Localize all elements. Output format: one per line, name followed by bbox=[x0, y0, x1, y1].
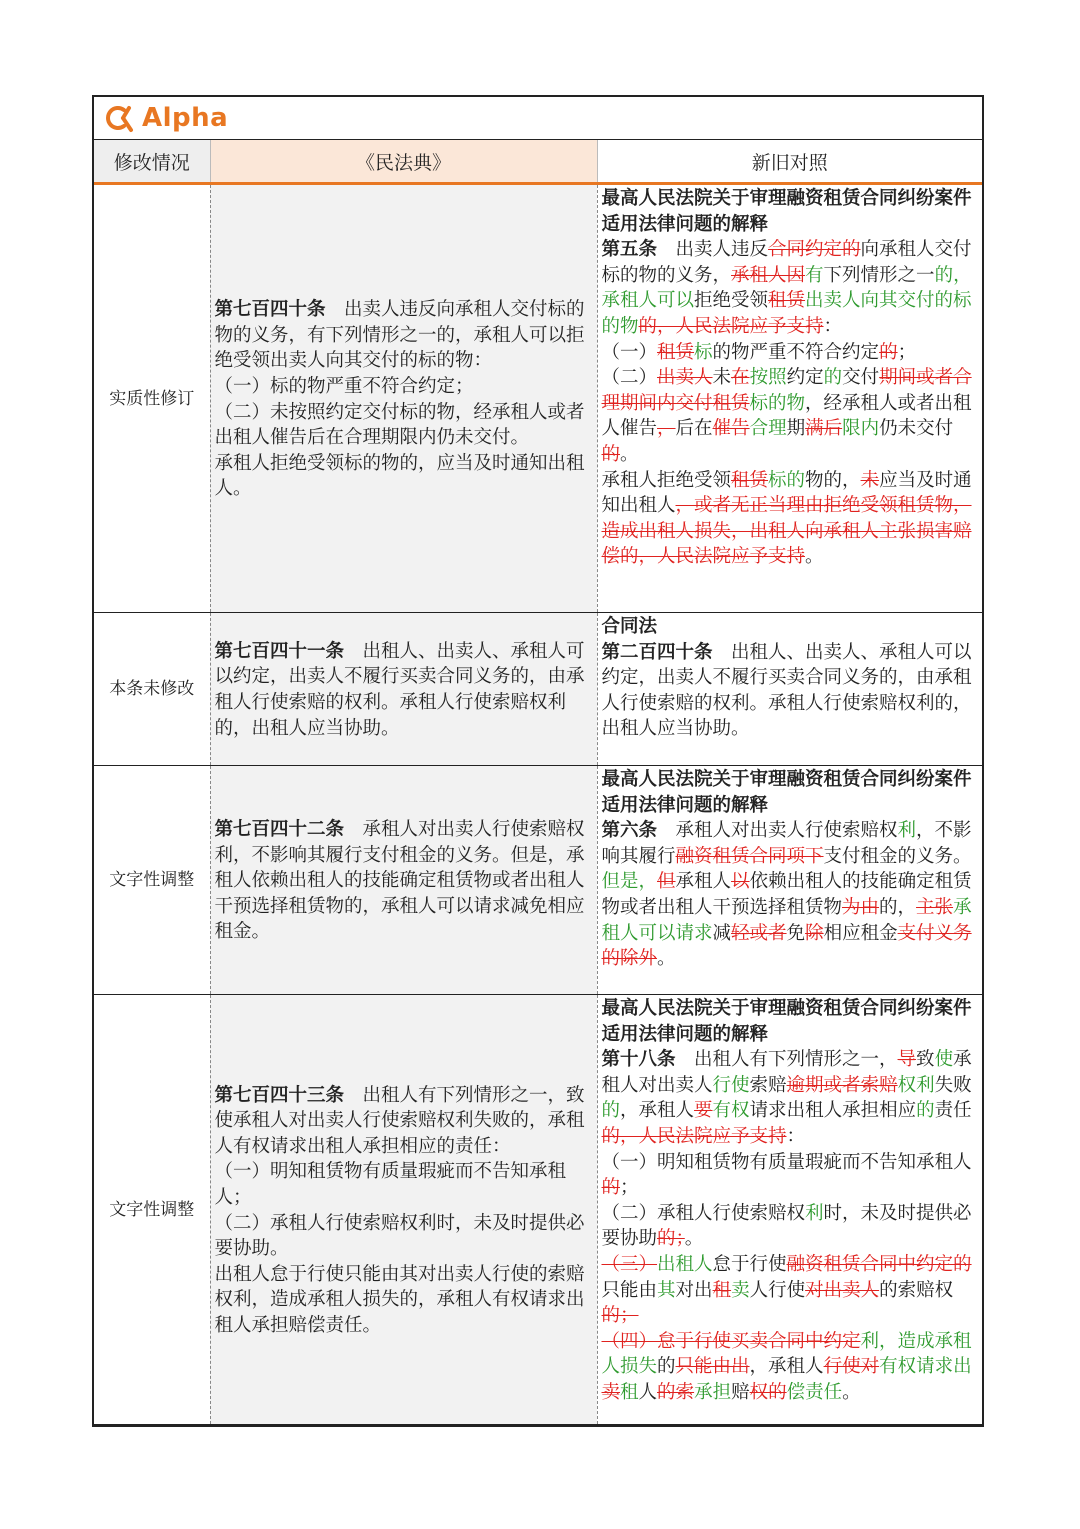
deleted-text: 为由 bbox=[842, 896, 880, 918]
added-text: 的，承租人可以 bbox=[601, 264, 972, 312]
deleted-text: 的 bbox=[879, 341, 898, 363]
unchanged-text: 未 bbox=[712, 367, 732, 389]
unchanged-text: ，不影响其履行 bbox=[601, 820, 972, 867]
unchanged-text: 的物严重不符合约定 bbox=[712, 341, 880, 363]
civil-code-cell bbox=[210, 613, 597, 766]
added-text: 利，造成承租人损失 bbox=[601, 1330, 972, 1378]
unchanged-text: ： bbox=[823, 315, 843, 337]
added-text: 按照 bbox=[749, 367, 787, 389]
deleted-text: 对出卖人 bbox=[805, 1279, 880, 1301]
deleted-text: 未 bbox=[860, 469, 880, 491]
deleted-text: 除 bbox=[805, 922, 824, 944]
source-title: 最高人民法院关于审理融资租赁合同纠纷案件适用法律问题的解释 bbox=[601, 188, 972, 235]
added-text: 出卖人向其交付的标的物 bbox=[601, 290, 972, 337]
comparison-paragraph bbox=[602, 468, 979, 570]
deleted-text: （四）怠于行使买卖合同中约定 bbox=[601, 1330, 861, 1352]
deleted-text: 合同约定的 bbox=[768, 239, 861, 261]
deleted-text: 租 bbox=[712, 1279, 732, 1301]
brand-name: Alpha bbox=[142, 103, 229, 133]
article-number: 第七百四十三条 bbox=[214, 1084, 345, 1106]
article-text: 出卖人违反向承租人交付标的物的义务，有下列情形之一的，承租人可以拒绝受领出卖人向其交付的标的物： bbox=[214, 299, 585, 372]
unchanged-text: 人行使 bbox=[749, 1279, 806, 1301]
added-text: 承担 bbox=[694, 1381, 732, 1403]
alpha-logo-icon bbox=[102, 102, 134, 134]
unchanged-text: 依赖出租人的技能确定租赁物或者出租人干预选择租赁物 bbox=[601, 871, 972, 918]
header-status: 修改情况 bbox=[94, 140, 210, 184]
article-text: 承租人对出卖人行使索赔权利，不影响其履行支付租金的义务。但是，承租人依赖出租人的技能确定租赁物或者出租人干预选择租赁物的，承租人可以请求减免相应租金。 bbox=[214, 819, 585, 943]
added-text: 有权请求出 bbox=[879, 1356, 972, 1378]
civil-paragraph: （二）承租人行使索赔权利时，未及时提供必要协助。 bbox=[214, 1212, 585, 1260]
source-title: 最高人民法院关于审理融资租赁合同纠纷案件适用法律问题的解释 bbox=[601, 769, 972, 816]
unchanged-text: 失败 bbox=[934, 1074, 972, 1096]
added-text: 限内 bbox=[842, 418, 880, 440]
deleted-text: 出卖人 bbox=[657, 367, 713, 389]
civil-code-cell bbox=[210, 184, 597, 613]
comparison-cell bbox=[597, 184, 982, 613]
article-text: 出租人、出卖人、承租人可以约定，出卖人不履行买卖合同义务的，由承租人行使索赔的权利。承租人行使索赔权利的，出租人应当协助。 bbox=[214, 640, 585, 739]
unchanged-text: （一）明知租赁物有质量瑕疵而不告知承租人 bbox=[601, 1151, 972, 1173]
comparison-paragraph bbox=[602, 818, 979, 972]
deleted-text: ， bbox=[657, 418, 676, 440]
unchanged-text: 减 bbox=[712, 922, 732, 944]
unchanged-text: 的 bbox=[657, 1356, 676, 1378]
unchanged-text: ； bbox=[620, 1177, 639, 1199]
unchanged-text: ； bbox=[897, 341, 917, 363]
unchanged-text: 。 bbox=[842, 1381, 861, 1403]
unchanged-text: 出租人、出卖人、承租人可以约定，出卖人不履行买卖合同义务的，由承租人行使索赔的权利。承租人行使索赔权利的，出租人应当协助。 bbox=[601, 641, 972, 740]
unchanged-text: 怠于行使 bbox=[712, 1253, 787, 1275]
table-row bbox=[94, 995, 982, 1425]
unchanged-text: ，承租人 bbox=[749, 1356, 824, 1378]
unchanged-text: 对出 bbox=[675, 1279, 713, 1301]
article-number: 第七百四十条 bbox=[214, 299, 326, 321]
table-row bbox=[94, 766, 982, 995]
deleted-text: 承租人因 bbox=[731, 264, 806, 286]
added-text: 有权 bbox=[712, 1100, 750, 1122]
brand-header bbox=[94, 97, 982, 140]
added-text: 权利 bbox=[897, 1074, 935, 1096]
civil-paragraph: （二）未按照约定交付标的物，经承租人或者出租人催告后在合理期限内仍未交付。 bbox=[214, 401, 585, 449]
unchanged-text: 物的， bbox=[805, 469, 861, 491]
unchanged-text: 下列情形之一 bbox=[823, 264, 935, 286]
deleted-text: 轻或者 bbox=[731, 922, 787, 944]
unchanged-text: 请求出租人承担相应 bbox=[749, 1100, 917, 1122]
unchanged-text: 出租人有下列情形之一， bbox=[675, 1049, 898, 1071]
deleted-text: 期间或者合理期间内交付租赁 bbox=[601, 367, 972, 414]
status-cell: 文字性调整 bbox=[94, 766, 210, 995]
comparison-paragraph bbox=[602, 365, 979, 467]
comparison-paragraph bbox=[602, 1047, 979, 1149]
civil-code-cell bbox=[210, 995, 597, 1425]
deleted-text: 的； bbox=[601, 1305, 639, 1327]
status-cell: 实质性修订 bbox=[94, 184, 210, 613]
unchanged-text: 出卖人违反 bbox=[657, 239, 769, 261]
deleted-text: 融资租赁合同中约定的 bbox=[786, 1253, 972, 1275]
header-civil-code: 《民法典》 bbox=[210, 140, 597, 184]
comparison-cell bbox=[597, 766, 982, 995]
deleted-text: 租赁 bbox=[657, 341, 695, 363]
added-text: 的 bbox=[916, 1100, 935, 1122]
deleted-text: （三） bbox=[601, 1253, 658, 1275]
added-text: 偿责任 bbox=[786, 1381, 843, 1403]
deleted-text: 催告 bbox=[712, 418, 750, 440]
added-text: 合理 bbox=[749, 418, 787, 440]
document-sheet bbox=[92, 95, 984, 1427]
civil-paragraph bbox=[215, 297, 593, 374]
unchanged-text: （二）承租人行使索赔权 bbox=[601, 1202, 806, 1224]
unchanged-text: 拒绝受领 bbox=[694, 290, 769, 312]
unchanged-text: 承租人对出卖人行使索赔权 bbox=[657, 820, 898, 842]
unchanged-text: ： bbox=[786, 1125, 806, 1147]
unchanged-text: 免 bbox=[786, 922, 806, 944]
unchanged-text: 应当及时通知出租人 bbox=[601, 469, 972, 517]
added-text: 行使 bbox=[712, 1074, 750, 1096]
table-header-row bbox=[94, 140, 982, 184]
civil-paragraph: （一）明知租赁物有质量瑕疵而不告知承租人； bbox=[214, 1161, 567, 1208]
unchanged-text: ，承租人 bbox=[620, 1100, 695, 1122]
unchanged-text: 交付 bbox=[842, 367, 880, 389]
deleted-text: 满后 bbox=[805, 418, 843, 440]
unchanged-text: 。 bbox=[805, 546, 824, 568]
unchanged-text: 时，未及时提供必要协助 bbox=[601, 1202, 972, 1250]
deleted-text: 的 bbox=[601, 443, 621, 465]
civil-paragraph bbox=[215, 1083, 593, 1160]
table-row bbox=[94, 184, 982, 613]
comparison-table bbox=[94, 140, 982, 1425]
comparison-cell bbox=[597, 995, 982, 1425]
deleted-text: 只能由出 bbox=[675, 1356, 750, 1378]
deleted-text: 行使对 bbox=[823, 1356, 880, 1378]
unchanged-text: （二） bbox=[601, 367, 658, 389]
comparison-paragraph bbox=[602, 1329, 979, 1406]
unchanged-text: 承租人拒绝受领 bbox=[601, 469, 732, 491]
civil-paragraph bbox=[215, 639, 593, 741]
unchanged-text: 人 bbox=[638, 1381, 658, 1403]
deleted-text: 要 bbox=[694, 1100, 713, 1122]
deleted-text: 的； bbox=[657, 1228, 685, 1250]
deleted-text: 融资租赁合同项下 bbox=[675, 845, 824, 867]
deleted-text: 的，人民法院应予支持 bbox=[638, 315, 824, 337]
unchanged-text: 赔 bbox=[731, 1381, 750, 1403]
header-comparison: 新旧对照 bbox=[597, 140, 982, 184]
comparison-paragraph bbox=[602, 1252, 979, 1329]
unchanged-text: 后在 bbox=[675, 418, 713, 440]
article-number: 第七百四十二条 bbox=[214, 819, 345, 841]
unchanged-text: 期 bbox=[786, 418, 806, 440]
article-number: 第十八条 bbox=[601, 1049, 676, 1071]
unchanged-text: 责任 bbox=[934, 1100, 972, 1122]
added-text: 的 bbox=[823, 367, 843, 389]
unchanged-text: （一） bbox=[601, 341, 658, 363]
deleted-text: 的索 bbox=[657, 1381, 695, 1403]
civil-paragraph: 出租人怠于行使只能由其对出卖人行使的索赔权利，造成承租人损失的，承租人有权请求出租人承担赔偿责任。 bbox=[214, 1263, 585, 1336]
added-text: 租 bbox=[620, 1381, 639, 1403]
unchanged-text: 。 bbox=[657, 948, 676, 970]
deleted-text: 的，人民法院应予支持 bbox=[601, 1125, 787, 1147]
civil-paragraph: （一）标的物严重不符合约定； bbox=[214, 375, 474, 397]
table-row bbox=[94, 613, 982, 766]
unchanged-text: 约定 bbox=[786, 367, 824, 389]
comparison-paragraph bbox=[602, 640, 979, 742]
article-number: 第六条 bbox=[601, 820, 658, 842]
comparison-paragraph bbox=[602, 237, 979, 339]
civil-paragraph bbox=[215, 817, 593, 945]
unchanged-text: 承租人 bbox=[675, 871, 732, 893]
comparison-paragraph bbox=[602, 1150, 979, 1201]
article-number: 第七百四十一条 bbox=[214, 640, 345, 662]
deleted-text: 主张 bbox=[916, 896, 954, 918]
unchanged-text: ，经承租人或者出租人催告 bbox=[601, 392, 972, 440]
deleted-text: 支付义务的除外 bbox=[601, 922, 972, 970]
added-text: 使 bbox=[934, 1049, 954, 1071]
added-text: 标的物 bbox=[749, 392, 806, 414]
deleted-text: ，或者无正当理由拒绝受领租赁物，造成出租人损失，出租人向承租人主张损害赔偿的，人民法院应予支持 bbox=[601, 495, 972, 568]
added-text: 其 bbox=[657, 1279, 676, 1301]
unchanged-text: 仍未交付 bbox=[879, 418, 954, 440]
comparison-paragraph bbox=[602, 340, 979, 366]
article-number: 第五条 bbox=[601, 239, 658, 261]
added-text: 利 bbox=[897, 820, 917, 842]
deleted-text: 卖 bbox=[601, 1381, 621, 1403]
added-text: 但是， bbox=[601, 871, 658, 893]
article-number: 第二百四十条 bbox=[601, 641, 713, 663]
unchanged-text: 的索赔权 bbox=[879, 1279, 954, 1301]
added-text: 卖 bbox=[731, 1279, 750, 1301]
deleted-text: 租赁 bbox=[768, 290, 806, 312]
status-cell: 本条未修改 bbox=[94, 613, 210, 766]
article-text: 出租人有下列情形之一，致使承租人对出卖人行使索赔权利失败的，承租人有权请求出租人承担相应的责任： bbox=[214, 1084, 585, 1157]
source-title: 合同法 bbox=[601, 616, 658, 637]
comparison-cell bbox=[597, 613, 982, 766]
added-text: 有 bbox=[805, 264, 824, 286]
status-cell: 文字性调整 bbox=[94, 995, 210, 1425]
deleted-text: 逾期或者索赔 bbox=[786, 1074, 898, 1096]
unchanged-text: 。 bbox=[684, 1228, 704, 1250]
civil-paragraph: 承租人拒绝受领标的物的，应当及时通知出租人。 bbox=[214, 452, 585, 500]
unchanged-text: 。 bbox=[620, 443, 639, 465]
civil-code-cell bbox=[210, 766, 597, 995]
unchanged-text: 致 bbox=[916, 1049, 935, 1071]
deleted-text: 租赁 bbox=[731, 469, 769, 491]
deleted-text: 权的 bbox=[749, 1381, 787, 1403]
unchanged-text: 索赔 bbox=[749, 1074, 787, 1096]
source-title: 最高人民法院关于审理融资租赁合同纠纷案件适用法律问题的解释 bbox=[601, 998, 972, 1045]
added-text: 承租人可以请求 bbox=[601, 896, 972, 944]
deleted-text: 以 bbox=[731, 871, 750, 893]
unchanged-text: 只能由 bbox=[601, 1279, 658, 1301]
comparison-paragraph bbox=[602, 1201, 979, 1252]
added-text: 标 bbox=[694, 341, 713, 363]
deleted-text: 在 bbox=[731, 367, 750, 389]
added-text: 出租人 bbox=[657, 1253, 713, 1275]
deleted-text: 但 bbox=[657, 871, 676, 893]
unchanged-text: 支付租金的义务。 bbox=[823, 845, 972, 867]
unchanged-text: 相应租金 bbox=[823, 922, 898, 944]
unchanged-text: 向承租人交付标的物的义务， bbox=[601, 239, 972, 286]
unchanged-text: 的， bbox=[879, 896, 917, 918]
unchanged-text: 承租人对出卖人 bbox=[601, 1049, 972, 1096]
added-text: 的 bbox=[601, 1100, 621, 1122]
deleted-text: 的 bbox=[601, 1177, 621, 1199]
added-text: 标的 bbox=[768, 469, 806, 491]
added-text: 利 bbox=[805, 1202, 824, 1224]
deleted-text: 导 bbox=[897, 1049, 917, 1071]
